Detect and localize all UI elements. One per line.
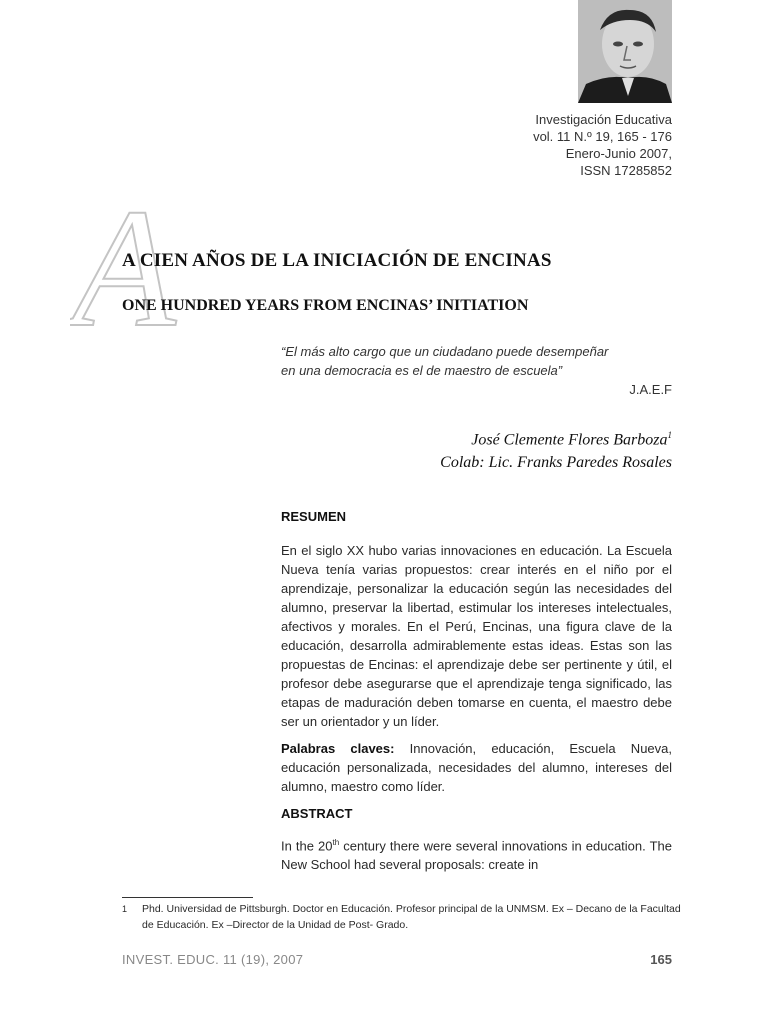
resumen-section — [281, 507, 672, 874]
abstract-heading: ABSTRACT — [281, 806, 353, 821]
page-number: 165 — [650, 952, 672, 967]
abstract-text-start: In the 20 — [281, 838, 333, 854]
portrait-image — [578, 0, 672, 103]
running-head: INVEST. EDUC. 11 (19), 2007 — [122, 952, 304, 967]
footnote — [122, 901, 682, 933]
epigraph-line-1: “El más alto cargo que un ciudadano puede desempeñar — [281, 344, 609, 359]
epigraph-attribution: J.A.E.F — [629, 382, 672, 397]
epigraph — [281, 342, 672, 399]
journal-volume: vol. 11 N.º 19, 165 - 176 — [533, 129, 672, 144]
keywords-text: Innovación, educación, Escuela Nueva, educación personalizada, necesidades del alumno, intereses del alumno, maestro como líder. — [281, 741, 672, 794]
journal-info — [533, 111, 672, 179]
author-portrait — [578, 0, 672, 103]
journal-name: Investigación Educativa — [535, 112, 672, 127]
abstract-sup: th — [332, 838, 340, 847]
keywords-label: Palabras claves: — [281, 741, 395, 756]
footnote-mark: 1 — [122, 904, 128, 914]
article-title: A CIEN AÑOS DE LA INICIACIÓN DE ENCINAS — [122, 250, 552, 271]
abstract-text — [281, 833, 672, 874]
footnote-rule — [122, 897, 253, 898]
initial-letter: A — [72, 195, 176, 345]
resumen-text: En el siglo XX hubo varias innovaciones en educación. La Escuela Nueva tenía varias propuestos: crear interés en el niño por el aprendizaje, personalizar la educación según las necesidades del alumno, preservar la libertad, estimular los intereses intelectuales, afectivos y morales. En el Perú, Encinas, una figura clave de la educación, desarrolla admirablemente estas ideas. Estas son las propuestas de Encinas: el aprendizaje debe ser pertinente y útil, el profesor debe asegurarse que el aprendizaje tenga significado, las etapas de maduración deben tomarse en cuenta, el maestro debe ser un orientador y un líder. — [281, 543, 672, 729]
authors — [440, 424, 672, 474]
keywords-paragraph — [281, 739, 672, 796]
journal-issn: ISSN 17285852 — [580, 163, 672, 178]
resumen-heading: RESUMEN — [281, 509, 347, 524]
author-collaborator: Colab: Lic. Franks Paredes Rosales — [440, 454, 672, 472]
journal-date: Enero-Junio 2007, — [565, 146, 672, 161]
author-primary — [440, 424, 672, 451]
author-1-name: José Clemente Flores Barboza — [471, 431, 668, 449]
abstract-text-rest: century there were several innovations in education. The New School had several proposals: create in — [281, 838, 672, 873]
author-footnote-mark: 1 — [667, 430, 672, 440]
article-title-english: ONE HUNDRED YEARS FROM ENCINAS’ INITIATION — [122, 297, 529, 314]
footnote-text: Phd. Universidad de Pittsburgh. Doctor en Educación. Profesor principal de la UNMSM. Ex – Decano de la Facultad de Educación. Ex –Director de la Unidad de Post- Grado. — [142, 903, 681, 931]
epigraph-line-2: en una democracia es el de maestro de escuela” — [281, 363, 563, 378]
